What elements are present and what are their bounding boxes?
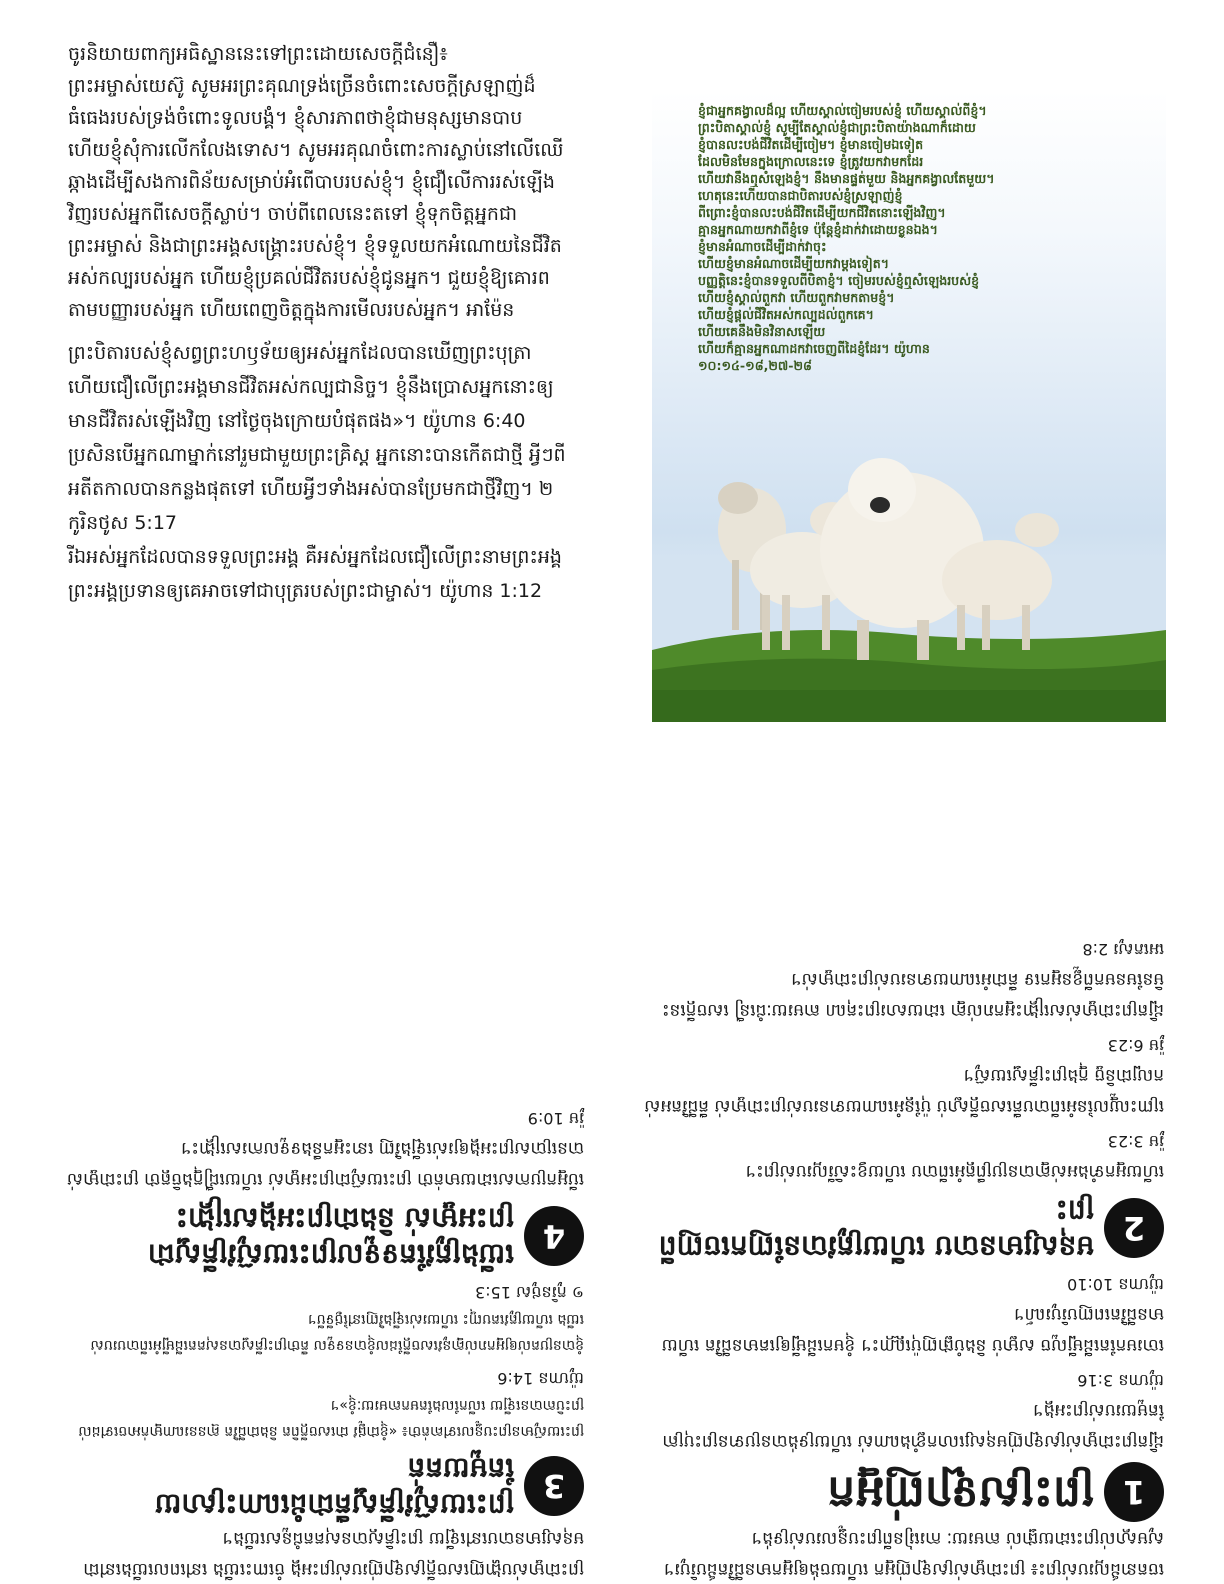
step-text: បើអ្នកប្រកាសដោយមាត់ថា ព្រះយេស៊ូជាព្រះអម្ចាស់ ហើយជឿក្នុងចិត្តថា ព្រះជាម្ចាស់បានប្រោសព្រះអង្គឲ្យរស់ឡើងវិញ នោះអ្នកនឹងទទួលការសង្គ្រោះ។	[66, 1138, 584, 1189]
poem-line: បញ្ញត្តិនេះខ្ញុំបានទទួលពីបិតាខ្ញុំ។ ចៀមរបស់ខ្ញុំឮសំឡេងរបស់ខ្ញុំ	[698, 273, 980, 288]
poem-text	[698, 102, 1138, 374]
verse-ref: រ៉ូម 10:9	[527, 1109, 584, 1128]
step-number-badge: 2	[1104, 1198, 1164, 1258]
step-text: ហើយអ្នកទាំងអស់គ្នាបានប្រព្រឹត្តអំពើបាប ហើយខ្វះសិរីល្អរបស់ព្រះ។	[744, 1161, 1164, 1181]
step-number-badge: 3	[524, 1456, 584, 1516]
verse-ref: រ៉ូម 6:23	[1107, 1036, 1164, 1055]
poem-line: ព្រះបិតាស្គាល់ខ្ញុំ សូម្បីតែស្គាល់ខ្ញុំជាព្រះបិតាយ៉ាងណាក៏ដោយ	[698, 120, 976, 135]
verse-ref: យ៉ូហាន 10:10	[1067, 1275, 1164, 1294]
step-text: ខ្ញុំបានប្រគល់ឲ្យអ្នករាល់គ្នានូវសេចក្តីដែលខ្ញុំបានទទួល គឺថាព្រះគ្រីស្ទបានសុគតដើម្បីអំពើបាបរបស់យើង ហើយត្រូវគេបញ្ចុះ ហើយរស់ឡើងវិញនៅថ្ងៃទីបី។	[90, 1311, 584, 1353]
step-number-badge: 1	[1104, 1462, 1164, 1522]
step-3-heading	[64, 1450, 584, 1522]
poem-line: ខ្ញុំបានលះបង់ជីវិតដើម្បីចៀម។ ខ្ញុំមានចៀមឯទៀត	[698, 137, 924, 152]
step-text: ព្រះយេស៊ូមានព្រះបន្ទូលទៅគាត់ថា៖ «ខ្ញុំជាផ្លូវ ជាសេចក្តីពិត និងជាជីវិត គ្មាននរណាម្នាក់អាចទៅដល់ព្រះបិតាបានឡើយ លើកលែងតែមកតាមរយៈខ្ញុំ»។	[78, 1397, 584, 1439]
step-4-heading	[64, 1200, 584, 1272]
prayer-column	[68, 38, 568, 608]
step-text: ដ្បិតព្រះជាម្ចាស់ស្រឡាញ់មនុស្សលោកខ្លាំងណាស់ ហើយទ្រង់បានប្រទានព្រះបុត្រាតែមួយរបស់ព្រះអង្គ។	[662, 1400, 1164, 1451]
poem-line: ពីព្រោះខ្ញុំបានលះបង់ជីវិតដើម្បីយកជីវិតនោះឡើងវិញ។	[698, 205, 946, 220]
step-title: ព្រះស្រឡាញ់អ្នក	[827, 1467, 1094, 1518]
poem-line: ហើយវានឹងឮសំឡេងខ្ញុំ។ នឹងមានផ្ទត់មួយ និងអ្នកគង្វាលតែមួយ។	[698, 171, 995, 186]
verse-ref: អេភេសូរ 2:8	[1082, 940, 1164, 959]
panel-steps-3-4	[64, 800, 584, 1584]
verse-john-1-12: រីឯអស់អ្នកដែលបានទទួលព្រះអង្គ គឺអស់អ្នកដែលជឿលើព្រះនាមព្រះអង្គ ព្រះអង្គប្រទានឲ្យគេអាចទៅជាបុត្ររបស់ព្រះជាម្ចាស់។ យ៉ូហាន 1:12	[68, 546, 562, 602]
verse-ref: យ៉ូហាន 14:6	[497, 1369, 584, 1388]
poem-line: គ្មានអ្នកណាយកវាពីខ្ញុំទេ ប៉ុន្តែខ្ញុំដាក់វាដោយខ្លួនឯង។	[698, 222, 938, 237]
poem-line: ហើយគេនឹងមិនវិនាសឡើយ	[698, 324, 826, 339]
inverted-panels	[0, 800, 1224, 1584]
step-1-heading	[644, 1462, 1164, 1522]
prayer-text: ចូរនិយាយពាក្យអធិស្ឋាននេះទៅព្រះដោយសេចក្តីជំនឿ៖ ព្រះអម្ចាស់យេស៊ូ សូមអរព្រះគុណទ្រង់ច្រើនចំពោះសេចក្តីស្រឡាញ់ដ៏ធំធេងរបស់ទ្រង់ចំពោះទូលបង្គំ។ ខ្ញុំសារភាពថាខ្ញុំជាមនុស្សមានបាប ហើយខ្ញុំសុំការលើកលែងទោស។ សូមអរគុណចំពោះការស្លាប់នៅលើឈើឆ្កាងដើម្បីសងការពិន័យសម្រាប់អំពើបាបរបស់ខ្ញុំ។ ខ្ញុំជឿលើការរស់ឡើងវិញរបស់អ្នកពីសេចក្តីស្លាប់។ ចាប់ពីពេលនេះតទៅ ខ្ញុំទុកចិត្តអ្នកជាព្រះអម្ចាស់ និងជាព្រះអង្គសង្គ្រោះរបស់ខ្ញុំ។ ខ្ញុំទទួលយកអំណោយនៃជីវិតអស់កល្បរបស់អ្នក ហើយខ្ញុំប្រគល់ជីវិតរបស់ខ្ញុំជូនអ្នក។ ជួយខ្ញុំឱ្យគោរពតាមបញ្ញារបស់អ្នក ហើយពេញចិត្តក្នុងការមើលរបស់អ្នក។ អាម៉ែន	[68, 43, 564, 321]
verse-ref: ១ កូរិនថូស 15:3	[475, 1283, 584, 1302]
step-title: មនុស្សមានបាប ហើយត្រូវបានញែកចេញពីព្រះ	[658, 1194, 1094, 1263]
intro-text: ចេតនាដ៏ល្អរបស់ព្រះ៖ ព្រះជាម្ចាស់ស្រឡាញ់អ្នក ហើយចង់ឲ្យអ្នកមានជីវិតដ៏បរិបូរ។ សូមស្គាល់ព្រះដោយផ្ទាល់ តាមរយៈ ការរៀនពីព្រះបន្ទូលរបស់ទ្រង់។	[663, 1528, 1164, 1579]
intro-text: ព្រះជាម្ចាស់បង្ហាញសេចក្តីស្រឡាញ់របស់ព្រះអង្គ ចំពោះយើង នៅពេលយើងនៅជាមនុស្សមានបាបនៅឡើយ ព្រះគ្រិស្តបានសុគតជំនួសយើង។	[83, 1528, 584, 1579]
panel-steps-1-2	[644, 800, 1164, 1584]
verse-ref: រ៉ូម 3:23	[1107, 1132, 1164, 1151]
verse-ref: យ៉ូហាន 3:16	[1077, 1371, 1164, 1390]
verse-2-corinthians-5-17: ប្រសិនបើអ្នកណាម្នាក់នៅរួមជាមួយព្រះគ្រិស្ត អ្នកនោះបានកើតជាថ្មី អ្វីៗពីអតីតកាលបានកន្លងផុតទៅ ហើយអ្វីៗទាំងអស់បានប្រែមកជាថ្មីវិញ។ ២ កូរិនថូស 5:17	[68, 444, 566, 534]
step-title: យើងត្រូវតែទទួលព្រះយេស៊ូវគ្រីស្ទជាព្រះអម្ចាស់ និងជាព្រះអង្គសង្គ្រោះ	[147, 1202, 514, 1271]
sheep-image-panel	[652, 90, 1166, 722]
step-text: ដ្បិតព្រះជាម្ចាស់សង្គ្រោះអ្នករាល់គ្នា ដោយសារព្រះគុណ តាមរយៈជំនឿ សេចក្តីនេះមិនមែនមកពីខ្លួនអ្នកទេ គឺជាអំណោយទានរបស់ព្រះជាម្ចាស់។	[661, 969, 1164, 1020]
poem-line: ហើយក៏គ្មានអ្នកណាដកវាចេញពីដៃខ្ញុំដែរ។ យ៉ូហាន	[698, 341, 930, 356]
poem-line: ហើយខ្ញុំផ្តល់ជីវិតអស់កល្បដល់ពួកគេ។	[698, 307, 874, 322]
step-text: ព្រោះឈ្នួលនៃអំពើបាបគឺសេចក្តីស្លាប់ ប៉ុន្តែអំណោយទានរបស់ព្រះជាម្ចាស់ គឺជីវិតអស់កល្បជានិច្ច ក្នុងព្រះគ្រីស្ទយេស៊ូ។	[644, 1065, 1164, 1116]
poem-line: ហេតុនេះហើយបានជាបិតារបស់ខ្ញុំស្រឡាញ់ខ្ញុំ	[698, 188, 903, 203]
poem-line: ខ្ញុំមានអំណាចដើម្បីដាក់វាចុះ	[698, 239, 827, 254]
verse-john-6-40: ព្រះបិតារបស់ខ្ញុំសព្វព្រះហឫទ័យឲ្យអស់អ្នកដែលបានឃើញព្រះបុត្រា ហើយជឿលើព្រះអង្គមានជីវិតអស់កល្បជានិច្ច។ ខ្ញុំនឹងប្រោសអ្នកនោះឲ្យមានជីវិតរស់ឡើងវិញ នៅថ្ងៃចុងក្រោយបំផុតផង»។ យ៉ូហាន 6:40	[68, 342, 554, 432]
step-number-badge: 4	[524, 1206, 584, 1266]
poem-line: ហើយខ្ញុំស្គាល់ពួកវា ហើយពួកវាមកតាមខ្ញុំ។	[698, 290, 895, 305]
step-title: ព្រះយេស៊ូវគ្រីស្ទគឺជាដំណោះស្រាយតែមួយគត់	[154, 1452, 514, 1521]
poem-line: ១០:១៤-១៨,២៧-២៨	[698, 358, 812, 373]
poem-line: ដែលមិនមែនក្នុងក្រោលនេះទេ ខ្ញុំត្រូវយកវាមកដែរ	[698, 154, 924, 169]
step-text: ចោរមកតែដើម្បីលួច សម្លាប់ និងបំផ្លាញប៉ុណ្ណោះ។ ខ្ញុំមកដើម្បីឲ្យគេមានជីវិត ហើយមានជីវិតពេញបរិបូរណ៍។	[661, 1304, 1164, 1355]
poem-line: ខ្ញុំជាអ្នកគង្វាលដ៏ល្អ ហើយស្គាល់ចៀមរបស់ខ្ញុំ ហើយស្គាល់ពីខ្ញុំ។	[698, 103, 987, 118]
poem-line: ហើយខ្ញុំមានអំណាចដើម្បីយកវាម្តងទៀត។	[698, 256, 890, 271]
step-2-heading	[644, 1192, 1164, 1264]
